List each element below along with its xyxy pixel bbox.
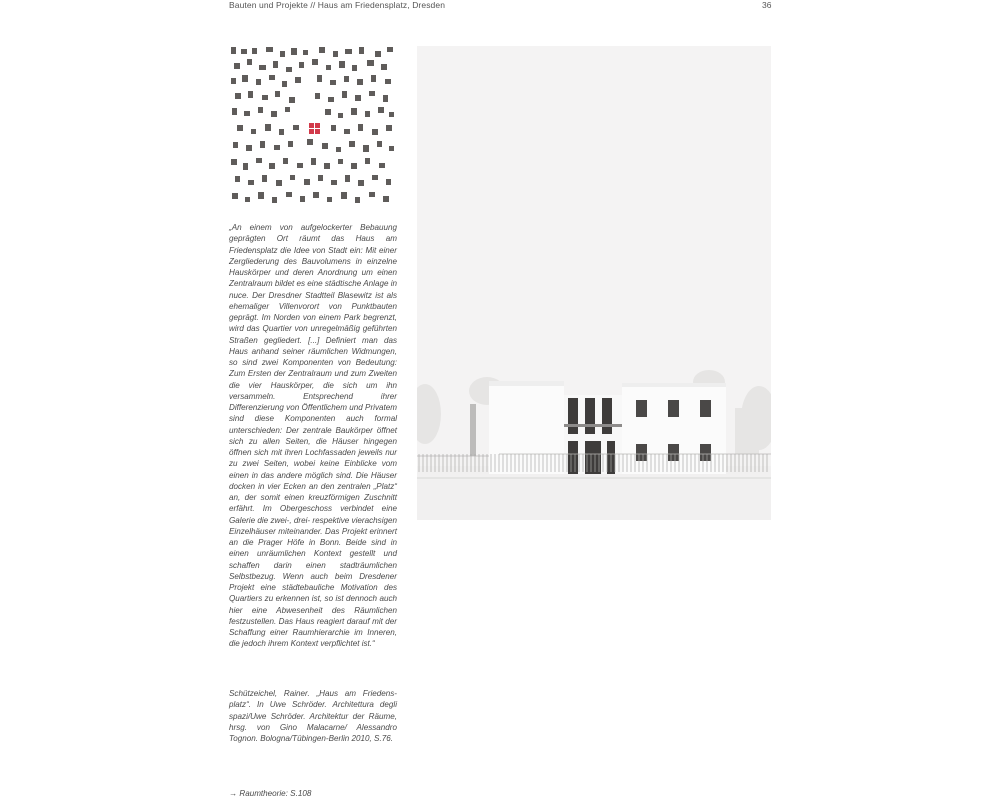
cross-reference-link[interactable]: → Raumtheorie: S.108 xyxy=(229,789,312,798)
site-marker-icon xyxy=(309,123,320,134)
citation-text: Schützeichel, Rainer. „Haus am Friedensplatz“. In Uwe Schröder. Architettura degli spazi/Uwe Schröder. Architektur der Räume, hrsg. von Gino Malacarne/ Alessandro Tognon. Bologna/Tübingen-Berlin 2010, S.76. xyxy=(229,689,397,743)
essay-quote: „An einem von aufgelockerter Bebauung geprägten Ort räumt das Haus am Friedensplatz die Idee von Stadt ein: Mit einer Zergliederung des Bauvolumens in einzelne Hauskörper und deren Anordnung um einen Zentralraum bildet es eine städtische Anlage in nuce. Der Dresdner Stadtteil Blasewitz ist als ehemaliger Villenvorort von Punktbauten geprägt. Im Norden von einem Park begrenzt, wird das Quartier von unregelmäßig geführten Straßen gegliedert. [...] Definiert man das Haus anhand seiner räumlichen Widmungen, so sind zwei Komponenten von Bedeutung: Zum Ersten der Zentralraum und zum Zweiten die vier Hauskörper, die sich um ihn versammeln. Entsprechend ihrer Differenzierung von Öffentlichem und Privatem sind diese Komponenten auch formal unterschieden: Der zentrale Baukörper öffnet sich zu allen Seiten, die Häuser hingegen öffnen sich mit ihren Lochfassaden jeweils nur zu zwei Seiten, wobei keine Einblicke vom einen in das andere möglich sind. Die Häuser docken in vier Ecken an den zentralen „Platz“ an, der somit einen kreuzförmigen Zuschnitt erfährt. Im Obergeschoss verbindet eine Galerie die zwei-, drei- respektive vierachsigen Einzelhäuser miteinander. Das Projekt erinnert an die Prager Höfe in Bonn. Beide sind in einen unräumlichen Kontext gestellt und schaffen darin einen stadträumlichen Selbstbezug. Wenn auch beim Dresdener Projekt eine städtebauliche Motivation des Quartiers zu erkennen ist, so ist dennoch auch hier eine Abwesenheit des Räumlichen festzustellen. Das Haus reagiert darauf mit der Schaffung einer Raumhierarchie im Inneren, die jedoch ihrem Kontext verpflichtet ist.“ xyxy=(229,223,397,649)
running-header: Bauten und Projekte // Haus am Friedensplatz, Dresden xyxy=(229,0,446,10)
house-elevation-graphic xyxy=(417,46,771,520)
site-plan-figure xyxy=(229,45,397,209)
house-rendering-image xyxy=(417,46,771,520)
page-number: 36 xyxy=(762,0,772,10)
site-plan-graphic xyxy=(229,45,397,209)
